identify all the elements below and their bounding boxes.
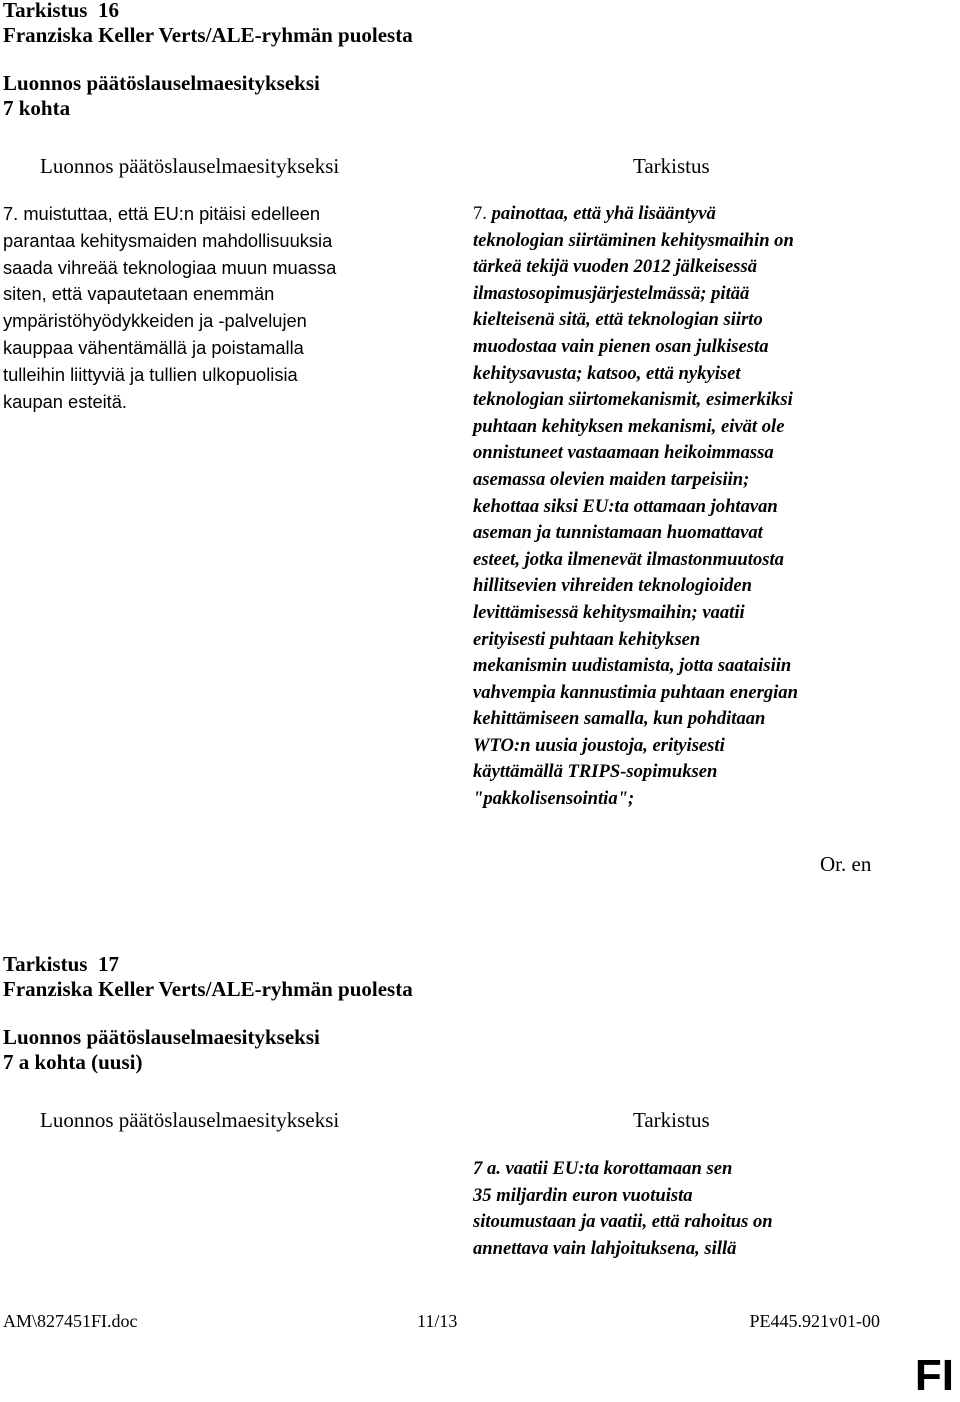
amended-text-line: puhtaan kehityksen mekanismi, eivät ole (473, 415, 785, 437)
original-text-line: parantaa kehitysmaiden mahdollisuuksia (3, 229, 333, 251)
amended-text-line (473, 201, 893, 228)
amended-text-line: muodostaa vain pienen osan julkisesta (473, 335, 769, 357)
original-language: Or. en (820, 852, 872, 876)
amendment-17-left-header: Luonnos päätöslauselmaesitykseksi (40, 1108, 340, 1132)
amended-text-line: annettava vain lahjoituksena, sillä (473, 1237, 737, 1259)
amendment-16-paragraph: 7 kohta (3, 96, 71, 120)
amendment-16-heading (3, 0, 413, 121)
amendment-17-amended-text (473, 1156, 893, 1262)
amended-text-line: käyttämällä TRIPS-sopimuksen (473, 761, 718, 783)
original-text-line: siten, että vapautetaan enemmän (3, 283, 275, 305)
amendment-16-author: Franziska Keller Verts/ALE-ryhmän puolesta (3, 23, 413, 47)
original-text-line: kaupan esteitä. (3, 390, 127, 412)
footer-file-name: AM\827451FI.doc (3, 1311, 138, 1331)
amended-text-line: erityisesti puhtaan kehityksen (473, 628, 701, 650)
amendment-number: 17 (97, 952, 119, 976)
amendment-16-title (3, 0, 413, 23)
amendment-16-amended-text (473, 201, 893, 813)
amendment-number: 16 (97, 0, 119, 22)
amendment-16-left-header: Luonnos päätöslauselmaesitykseksi (40, 154, 340, 178)
amended-text-line: vahvempia kannustimia puhtaan energian (473, 681, 798, 703)
amended-text-line: 7 a. vaatii EU:ta korottamaan sen (473, 1158, 733, 1179)
amended-text-line: asemassa olevien maiden tarpeisiin; (473, 468, 750, 490)
paragraph-number: 7. (473, 203, 487, 224)
amended-text-line: hillitsevien vihreiden teknologioiden (473, 575, 752, 597)
original-text-line: saada vihreää teknologiaa muun muassa (3, 256, 337, 278)
amended-text-line: mekanismin uudistamista, jotta saataisiin (473, 655, 792, 677)
amended-text-line: teknologian siirtäminen kehitysmaihin on (473, 229, 794, 251)
amendment-16-original-text (3, 201, 373, 415)
amended-text-line: aseman ja tunnistamaan huomattavat (473, 522, 763, 544)
language-code: FI (914, 1351, 954, 1400)
original-text-line: ympäristöhyödykkeiden ja -palvelujen (3, 310, 307, 332)
amended-text-line: ilmastosopimusjärjestelmässä; pitää (473, 282, 750, 304)
footer-document-ref: PE445.921v01-00 (749, 1311, 880, 1331)
amended-text-line: tärkeä tekijä vuoden 2012 jälkeisessä (473, 256, 758, 278)
amendment-17-paragraph: 7 a kohta (uusi) (3, 1050, 143, 1074)
original-text-line: tulleihin liittyviä ja tullien ulkopuolisia (3, 363, 298, 385)
amendment-16-right-header: Tarkistus (633, 154, 710, 178)
amended-text-line: esteet, jotka ilmenevät ilmastonmuutosta (473, 548, 784, 570)
amendment-17-title (3, 952, 413, 977)
amended-text-line: 35 miljardin euron vuotuista (473, 1184, 693, 1206)
amended-text-line: "pakkolisensointia"; (473, 788, 635, 810)
original-text-line: 7. muistuttaa, että EU:n pitäisi edelleen (3, 203, 321, 224)
amended-text-line: levittämisessä kehitysmaihin; vaatii (473, 601, 745, 623)
amendment-title-prefix: Tarkistus (3, 0, 88, 22)
amendment-17-author: Franziska Keller Verts/ALE-ryhmän puolesta (3, 977, 413, 1001)
amendment-title-prefix: Tarkistus (3, 952, 88, 976)
amended-text-line: kehitysavusta; katsoo, että nykyiset (473, 362, 741, 384)
amended-text-line: WTO:n uusia joustoja, erityisesti (473, 734, 725, 756)
amended-text-fragment: painottaa, että yhä lisääntyvä (491, 203, 716, 224)
amendment-16-doc-ref: Luonnos päätöslauselmaesitykseksi (3, 71, 320, 95)
amended-text-line: kehittämiseen samalla, kun pohditaan (473, 708, 766, 730)
amended-text-line: sitoumustaan ja vaatii, että rahoitus on (473, 1211, 773, 1233)
amended-text-line: teknologian siirtomekanismit, esimerkiksi (473, 389, 793, 411)
amended-text-line: onnistuneet vastaamaan heikoimmassa (473, 442, 774, 464)
amendment-17-right-header: Tarkistus (633, 1108, 710, 1132)
footer-page-number: 11/13 (417, 1311, 458, 1331)
amendment-17-heading (3, 952, 413, 1075)
original-text-line: kauppaa vähentämällä ja poistamalla (3, 336, 304, 358)
amended-text-line: kehottaa siksi EU:ta ottamaan johtavan (473, 495, 778, 517)
amended-text-line: kielteisenä sitä, että teknologian siirto (473, 309, 763, 331)
amendment-17-doc-ref: Luonnos päätöslauselmaesitykseksi (3, 1025, 320, 1049)
